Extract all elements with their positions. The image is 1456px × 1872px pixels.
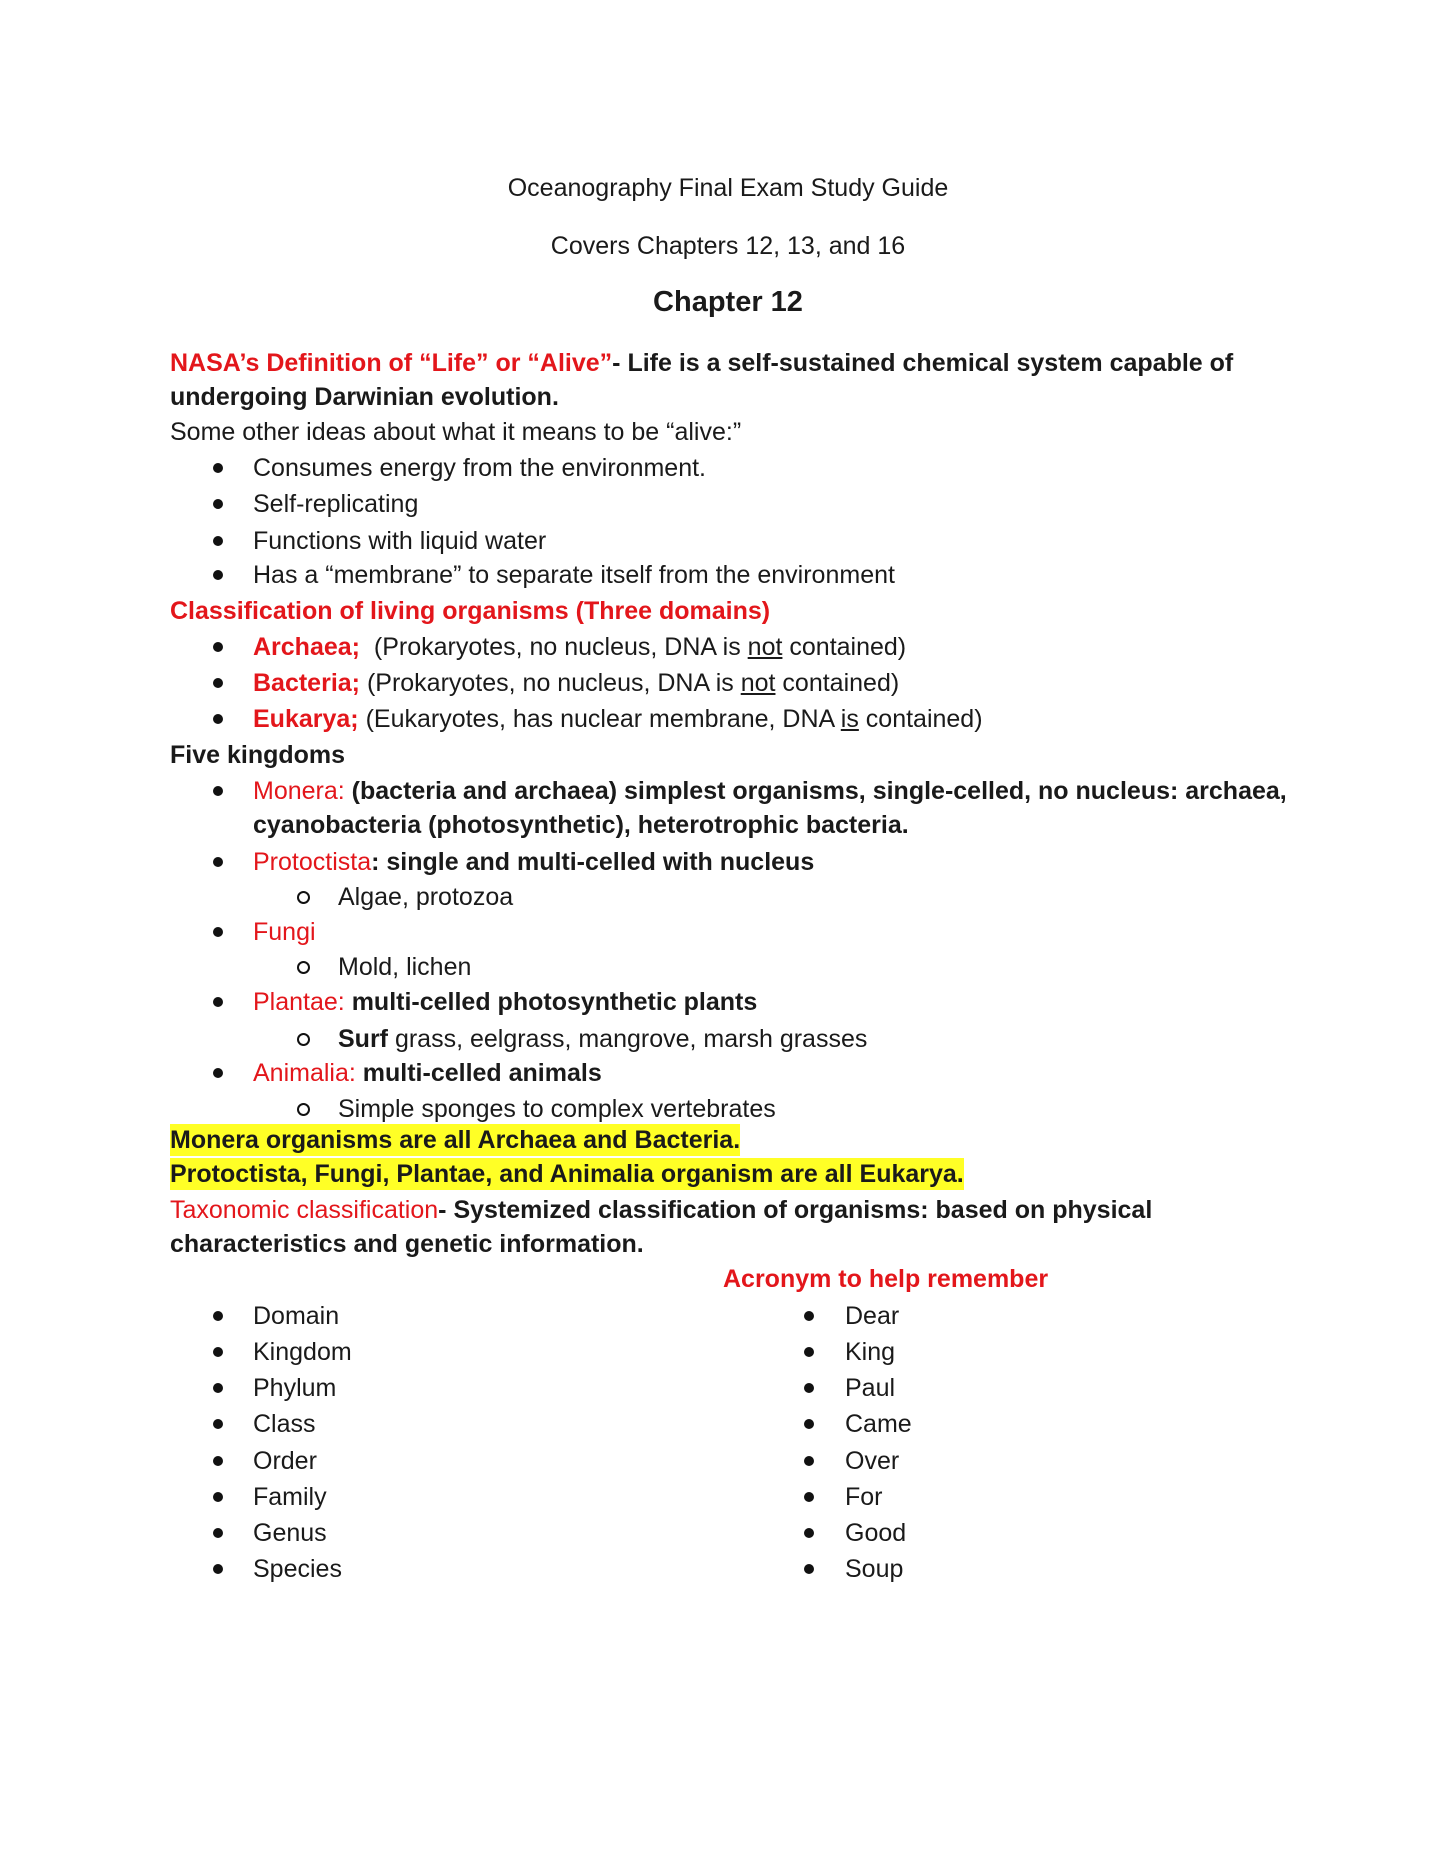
kingdom-monera xyxy=(253,774,1287,808)
taxonomy-line2: characteristics and genetic information. xyxy=(170,1230,644,1258)
example-rest: grass, eelgrass, mangrove, marsh grasses xyxy=(388,1025,868,1053)
document-subtitle: Covers Chapters 12, 13, and 16 xyxy=(550,232,906,260)
domain-name: Archaea; xyxy=(253,633,360,661)
rank-item: Genus xyxy=(253,1519,327,1547)
kingdoms-heading: Five kingdoms xyxy=(170,741,346,769)
domain-desc-end: contained) xyxy=(858,705,983,733)
rank-item: Class xyxy=(253,1410,316,1438)
acronym-heading: Acronym to help remember xyxy=(723,1265,1049,1293)
bullet-icon xyxy=(213,463,223,473)
taxonomy-line1 xyxy=(170,1193,1152,1227)
domain-emphasis: not xyxy=(740,669,776,697)
kingdom-name: Protoctista xyxy=(253,848,372,876)
document-title: Oceanography Final Exam Study Guide xyxy=(507,174,949,202)
nasa-definition-term: NASA’s Definition of “Life” or “Alive” xyxy=(170,349,613,377)
domain-desc-end: contained) xyxy=(782,633,907,661)
bullet-icon xyxy=(213,1311,223,1321)
kingdom-example xyxy=(338,1022,867,1056)
bullet-icon xyxy=(213,1347,223,1357)
highlight-monera: Monera organisms are all Archaea and Bacteria. xyxy=(170,1126,741,1154)
bullet-icon xyxy=(804,1564,814,1574)
nasa-definition-line1 xyxy=(170,346,1233,380)
mnemonic-item: Soup xyxy=(845,1555,904,1583)
bullet-icon xyxy=(213,536,223,546)
bullet-icon xyxy=(213,1528,223,1538)
other-ideas-intro: Some other ideas about what it means to be “alive:” xyxy=(170,418,742,446)
bullet-icon xyxy=(213,1419,223,1429)
mnemonic-item: Over xyxy=(845,1447,900,1475)
bullet-icon xyxy=(213,1456,223,1466)
domain-desc: (Prokaryotes, no nucleus, DNA is xyxy=(360,669,741,697)
domain-desc-end: contained) xyxy=(775,669,900,697)
domain-desc: (Prokaryotes, no nucleus, DNA is xyxy=(360,633,748,661)
kingdom-animalia xyxy=(253,1056,602,1090)
bullet-icon xyxy=(213,499,223,509)
list-item: Consumes energy from the environment. xyxy=(253,454,706,482)
list-item: Functions with liquid water xyxy=(253,527,547,555)
bullet-icon xyxy=(213,570,223,580)
domain-desc: (Eukaryotes, has nuclear membrane, DNA xyxy=(358,705,841,733)
bullet-icon xyxy=(213,857,223,867)
nasa-definition-line2: undergoing Darwinian evolution. xyxy=(170,383,559,411)
bullet-icon xyxy=(804,1347,814,1357)
example-bold: Surf xyxy=(338,1025,388,1053)
domain-emphasis: is xyxy=(840,705,859,733)
chapter-heading: Chapter 12 xyxy=(653,286,803,318)
bullet-icon xyxy=(804,1419,814,1429)
domain-name: Bacteria; xyxy=(253,669,360,697)
nasa-definition-text: - Life is a self-sustained chemical system capable of xyxy=(612,349,1234,377)
kingdom-name: Plantae: xyxy=(253,988,345,1016)
sub-bullet-icon xyxy=(297,1103,310,1116)
mnemonic-item: Good xyxy=(845,1519,907,1547)
kingdom-desc: : single and multi-celled with nucleus xyxy=(371,848,815,876)
domain-bacteria xyxy=(253,666,899,700)
bullet-icon xyxy=(213,678,223,688)
kingdom-desc: multi-celled photosynthetic plants xyxy=(344,988,758,1016)
sub-bullet-icon xyxy=(297,961,310,974)
mnemonic-item: King xyxy=(845,1338,896,1366)
classification-heading: Classification of living organisms (Three domains) xyxy=(170,597,771,625)
rank-item: Kingdom xyxy=(253,1338,352,1366)
kingdom-example: Algae, protozoa xyxy=(338,883,514,911)
rank-item: Family xyxy=(253,1483,327,1511)
rank-item: Phylum xyxy=(253,1374,337,1402)
bullet-icon xyxy=(213,1564,223,1574)
kingdom-name: Monera: xyxy=(253,777,345,805)
bullet-icon xyxy=(213,1383,223,1393)
bullet-icon xyxy=(804,1528,814,1538)
kingdom-example: Mold, lichen xyxy=(338,953,472,981)
bullet-icon xyxy=(804,1456,814,1466)
sub-bullet-icon xyxy=(297,1033,310,1046)
bullet-icon xyxy=(213,1068,223,1078)
mnemonic-item: Dear xyxy=(845,1302,900,1330)
domain-name: Eukarya; xyxy=(253,705,359,733)
bullet-icon xyxy=(213,1492,223,1502)
list-item: Has a “membrane” to separate itself from the environment xyxy=(253,561,895,589)
taxonomy-term: Taxonomic classification xyxy=(170,1196,439,1224)
highlight-eukarya: Protoctista, Fungi, Plantae, and Animalia organism are all Eukarya. xyxy=(170,1160,964,1188)
mnemonic-item: For xyxy=(845,1483,883,1511)
bullet-icon xyxy=(804,1311,814,1321)
bullet-icon xyxy=(213,642,223,652)
kingdom-plantae xyxy=(253,985,757,1019)
rank-item: Order xyxy=(253,1447,317,1475)
sub-bullet-icon xyxy=(297,891,310,904)
list-item: Self-replicating xyxy=(253,490,419,518)
kingdom-monera-cont: cyanobacteria (photosynthetic), heterotrophic bacteria. xyxy=(253,811,909,839)
bullet-icon xyxy=(804,1383,814,1393)
mnemonic-item: Paul xyxy=(845,1374,896,1402)
bullet-icon xyxy=(804,1492,814,1502)
rank-item: Domain xyxy=(253,1302,340,1330)
mnemonic-item: Came xyxy=(845,1410,912,1438)
kingdom-desc: (bacteria and archaea) simplest organisms, single-celled, no nucleus: archaea, xyxy=(344,777,1287,805)
kingdom-name: Animalia: xyxy=(253,1059,356,1087)
domain-archaea xyxy=(253,630,906,664)
taxonomy-desc: - Systemized classification of organisms: based on physical xyxy=(438,1196,1153,1224)
bullet-icon xyxy=(213,997,223,1007)
kingdom-fungi: Fungi xyxy=(253,918,316,946)
kingdom-protoctista xyxy=(253,845,814,879)
bullet-icon xyxy=(213,714,223,724)
domain-emphasis: not xyxy=(747,633,783,661)
domain-eukarya xyxy=(253,702,983,736)
rank-item: Species xyxy=(253,1555,342,1583)
bullet-icon xyxy=(213,927,223,937)
kingdom-desc: multi-celled animals xyxy=(355,1059,602,1087)
bullet-icon xyxy=(213,786,223,796)
kingdom-example: Simple sponges to complex vertebrates xyxy=(338,1095,776,1123)
